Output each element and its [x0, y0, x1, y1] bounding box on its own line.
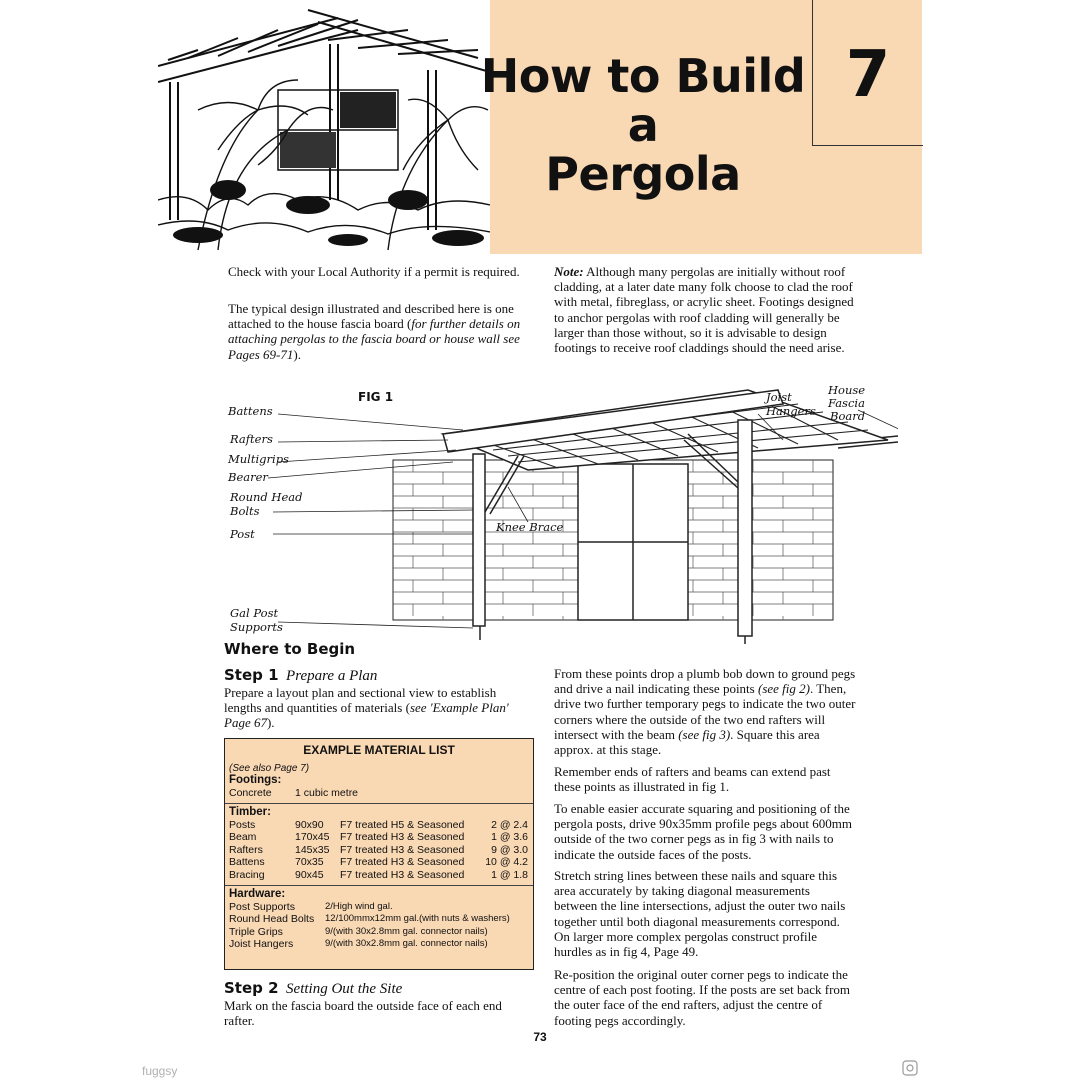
material-list-box [224, 738, 534, 970]
permit-paragraph: Check with your Local Authority if a permit is required. [228, 264, 520, 279]
rafters-label: Rafters [230, 432, 273, 446]
step-2-text: Mark on the fascia board the outside face of each end rafter. [224, 998, 502, 1029]
list-item: Rafters 145x35 F7 treated H3 & Seasoned 9 @ 3.0 [229, 843, 528, 856]
figure-1 [218, 382, 898, 644]
material-list-title: EXAMPLE MATERIAL LIST [303, 743, 455, 757]
round-head-bolts-label: Round Head Bolts [230, 490, 303, 518]
note-paragraph: Note: Although many pergolas are initially without roof cladding, at a later date many folk choose to clad the roof with metal, fibreglass, or acrylic sheet. Footings designed to anchor pergolas with roof cladding will generally be larger than those without, so it is advisable to design footings to receive roof claddings should the need arise. [554, 264, 854, 356]
rafter-ends-paragraph: Remember ends of rafters and beams can extend past these points as illustrated in fig 1. [554, 764, 831, 795]
timber-section: Timber: Posts 90x90 F7 treated H5 & Seasoned 2 @ 2.4 Beam 170x45 F7 treated H3 & Seasoned 1 @ 3.6 Rafters 145x35 F7 treated H3 & Seasoned 9 @ 3.0 Battens 70x35 F7 treated H3 & Seasoned 10 @ 4.2 Bracing 90x45 F7 treated H3 & Seasoned 1 @ 1.8 [225, 803, 533, 885]
joist-hangers-label: Joist Hangers [766, 390, 816, 418]
list-item: Bracing 90x45 F7 treated H3 & Seasoned 1 @ 1.8 [229, 868, 528, 881]
step-2-heading: Step 2 Setting Out the Site [224, 979, 403, 997]
book-page [158, 0, 922, 1080]
list-item: Posts 90x90 F7 treated H5 & Seasoned 2 @ 2.4 [229, 818, 528, 831]
footings-section: Footings: Concrete 1 cubic metre [225, 774, 533, 803]
pergola-garden-drawing [158, 0, 490, 254]
title-line-1: How to Build [480, 49, 806, 103]
hardware-section: Hardware: Post Supports 2/High wind gal. Round Head Bolts 12/100mmx12mm gal.(with nuts & washers) Triple Grips 9/(with 30x2.8mm gal. connector nails) Joist Hangers 9/(with 30x2.8mm gal. connector nails) [225, 885, 533, 954]
chapter-number: 7 [845, 38, 891, 112]
list-item: Round Head Bolts 12/100mmx12mm gal.(with nuts & washers) [229, 913, 510, 926]
battens-label: Battens [228, 404, 273, 418]
house-fascia-board-label: House Fascia Board [828, 383, 866, 423]
page-number: 73 [533, 1030, 547, 1044]
multigrips-label: Multigrips [228, 452, 289, 466]
list-item: Battens 70x35 F7 treated H3 & Seasoned 10 @ 4.2 [229, 856, 528, 869]
chapter-number-box [812, 0, 923, 146]
watermark-logo-icon [902, 1060, 918, 1076]
reposition-pegs-paragraph: Re-position the original outer corner pegs to indicate the centre of each post footing. If the posts are set back from the outer face of the end rafters, adjust the centre of footing pegs accordingly. [554, 967, 851, 1028]
profile-pegs-paragraph: To enable easier accurate squaring and positioning of the pergola posts, drive 90x35mm profile pegs about 600mm outside of the two corner pegs as in fig 3 with nails to indicate the outside faces of the posts. [554, 801, 852, 862]
pergola-illustration [158, 0, 490, 254]
post-label: Post [230, 527, 255, 541]
title-line-2: a [627, 98, 659, 152]
title-line-3: Pergola [545, 147, 741, 201]
design-paragraph: The typical design illustrated and described here is one attached to the house fascia board (for further details on attaching pergolas to the fascia board or house wall see Pages 69-71). [228, 301, 521, 362]
plumb-bob-paragraph: From these points drop a plumb bob down to ground pegs and drive a nail indicating these points (see fig 2). Then, drive two further temporary pegs to indicate the two outer corners where the outside of the two end rafters will intersect with the beam (see fig 3). Square this area approx. at this stage. [554, 666, 856, 758]
watermark-text: fuggsy [142, 1064, 178, 1078]
chapter-header [158, 0, 922, 254]
step-1-heading: Step 1 Prepare a Plan [224, 666, 378, 684]
list-item: Concrete 1 cubic metre [229, 787, 359, 799]
list-item: Post Supports 2/High wind gal. [229, 900, 393, 913]
where-to-begin-heading: Where to Begin [224, 640, 356, 658]
step-1-text: Prepare a layout plan and sectional view to establish lengths and quantities of materials (see 'Example Plan' Page 67). [224, 685, 509, 731]
pergola-diagram [218, 382, 898, 644]
list-item: Triple Grips 9/(with 30x2.8mm gal. connector nails) [229, 925, 488, 938]
figure-title: FIG 1 [358, 390, 394, 404]
gal-post-supports-label: Gal Post Supports [230, 606, 283, 634]
glass-door [578, 464, 688, 620]
chapter-title [478, 49, 808, 201]
list-item: Beam 170x45 F7 treated H3 & Seasoned 1 @ 3.6 [229, 831, 528, 844]
knee-brace-label: Knee Brace [496, 520, 564, 534]
string-lines-paragraph: Stretch string lines between these nails and square this area accurately by taking diagonal measurements between the line intersections, adjust the outer two nails together until both diagonal measurements correspond. On larger more complex pergolas construct profile hurdles as in fig 4, Page 49. [554, 868, 846, 960]
list-item: Joist Hangers 9/(with 30x2.8mm gal. connector nails) [229, 938, 488, 951]
material-list-note: (See also Page 7) [229, 763, 310, 774]
bearer-label: Bearer [228, 470, 268, 484]
